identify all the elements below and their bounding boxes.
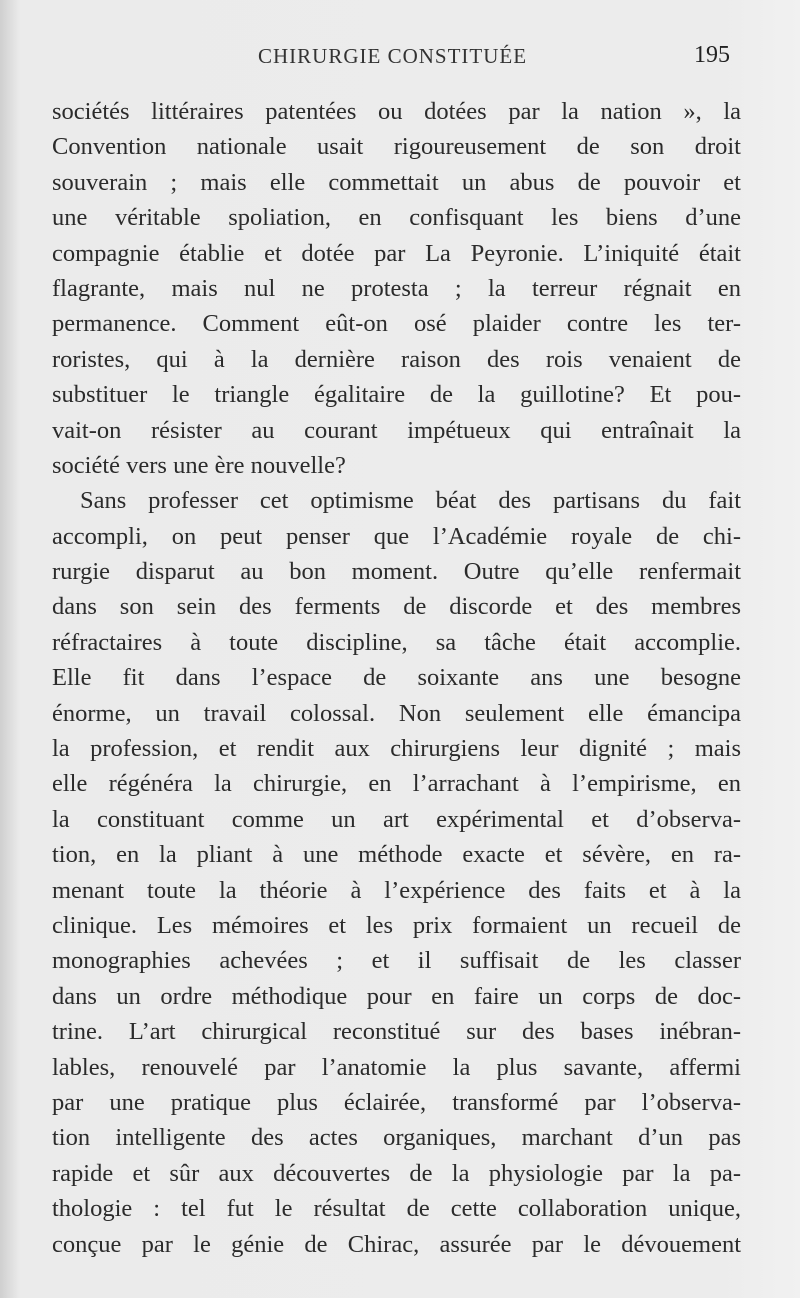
text-line: une véritable spoliation, en confisquant les biens d’une xyxy=(52,204,741,232)
text-line: sociétés littéraires patentées ou dotées par la nation », la xyxy=(52,98,741,125)
text-line: Convention nationale usait rigoureusement de son droit xyxy=(52,133,741,161)
text-line: la constituant comme un art expérimental et d’observa- xyxy=(52,805,741,833)
text-line: dans un ordre méthodique pour en faire un corps de doc- xyxy=(52,982,741,1010)
text-line: clinique. Les mémoires et les prix formaient un recueil de xyxy=(52,911,741,939)
text-line: thologie : tel fut le résultat de cette collaboration unique, xyxy=(52,1195,741,1223)
text-line: monographies achevées ; et il suffisait de les classer xyxy=(52,947,741,975)
text-line: dans son sein des ferments de discorde et des membres xyxy=(52,593,741,621)
text-line: vait-on résister au courant impétueux qui entraînait la xyxy=(52,416,741,444)
text-line: société vers une ère nouvelle? xyxy=(52,451,346,479)
text-line: accompli, on peut penser que l’Académie royale de chi- xyxy=(52,522,741,550)
text-line: substituer le triangle égalitaire de la guillotine? Et pou- xyxy=(52,381,741,409)
text-line: rapide et sûr aux découvertes de la physiologie par la pa- xyxy=(52,1159,741,1187)
text-line: la profession, et rendit aux chirurgiens leur dignité ; mais xyxy=(52,735,741,763)
page-number: 195 xyxy=(694,42,730,68)
text-line: énorme, un travail colossal. Non seulement elle émancipa xyxy=(52,699,741,727)
text-line: souverain ; mais elle commettait un abus de pouvoir et xyxy=(52,168,741,196)
text-line: compagnie établie et dotée par La Peyronie. L’iniquité était xyxy=(52,239,741,267)
text-line: par une pratique plus éclairée, transformé par l’observa- xyxy=(52,1088,741,1116)
text-line: rurgie disparut au bon moment. Outre qu’elle renfermait xyxy=(52,558,741,586)
running-head xyxy=(0,44,800,74)
text-line: trine. L’art chirurgical reconstitué sur des bases inébran- xyxy=(52,1018,741,1046)
text-line: flagrante, mais nul ne protesta ; la terreur régnait en xyxy=(52,274,741,302)
text-line: roristes, qui à la dernière raison des rois venaient de xyxy=(52,345,741,373)
text-line: menant toute la théorie à l’expérience des faits et à la xyxy=(52,876,741,904)
body-text xyxy=(52,94,741,1262)
text-line: tion, en la pliant à une méthode exacte et sévère, en ra- xyxy=(52,841,741,869)
text-line: permanence. Comment eût-on osé plaider contre les ter- xyxy=(52,310,741,338)
running-title: CHIRURGIE CONSTITUÉE xyxy=(258,44,528,68)
text-line: tion intelligente des actes organiques, marchant d’un pas xyxy=(52,1124,741,1152)
text-line: conçue par le génie de Chirac, assurée par le dévouement xyxy=(52,1230,741,1258)
text-line: lables, renouvelé par l’anatomie la plus savante, affermi xyxy=(52,1053,741,1081)
text-line: Elle fit dans l’espace de soixante ans une besogne xyxy=(52,664,741,692)
text-line: réfractaires à toute discipline, sa tâche était accomplie. xyxy=(52,628,741,656)
text-line: elle régénéra la chirurgie, en l’arrachant à l’empirisme, en xyxy=(52,770,741,798)
text-line: Sans professer cet optimisme béat des partisans du fait xyxy=(80,487,741,515)
